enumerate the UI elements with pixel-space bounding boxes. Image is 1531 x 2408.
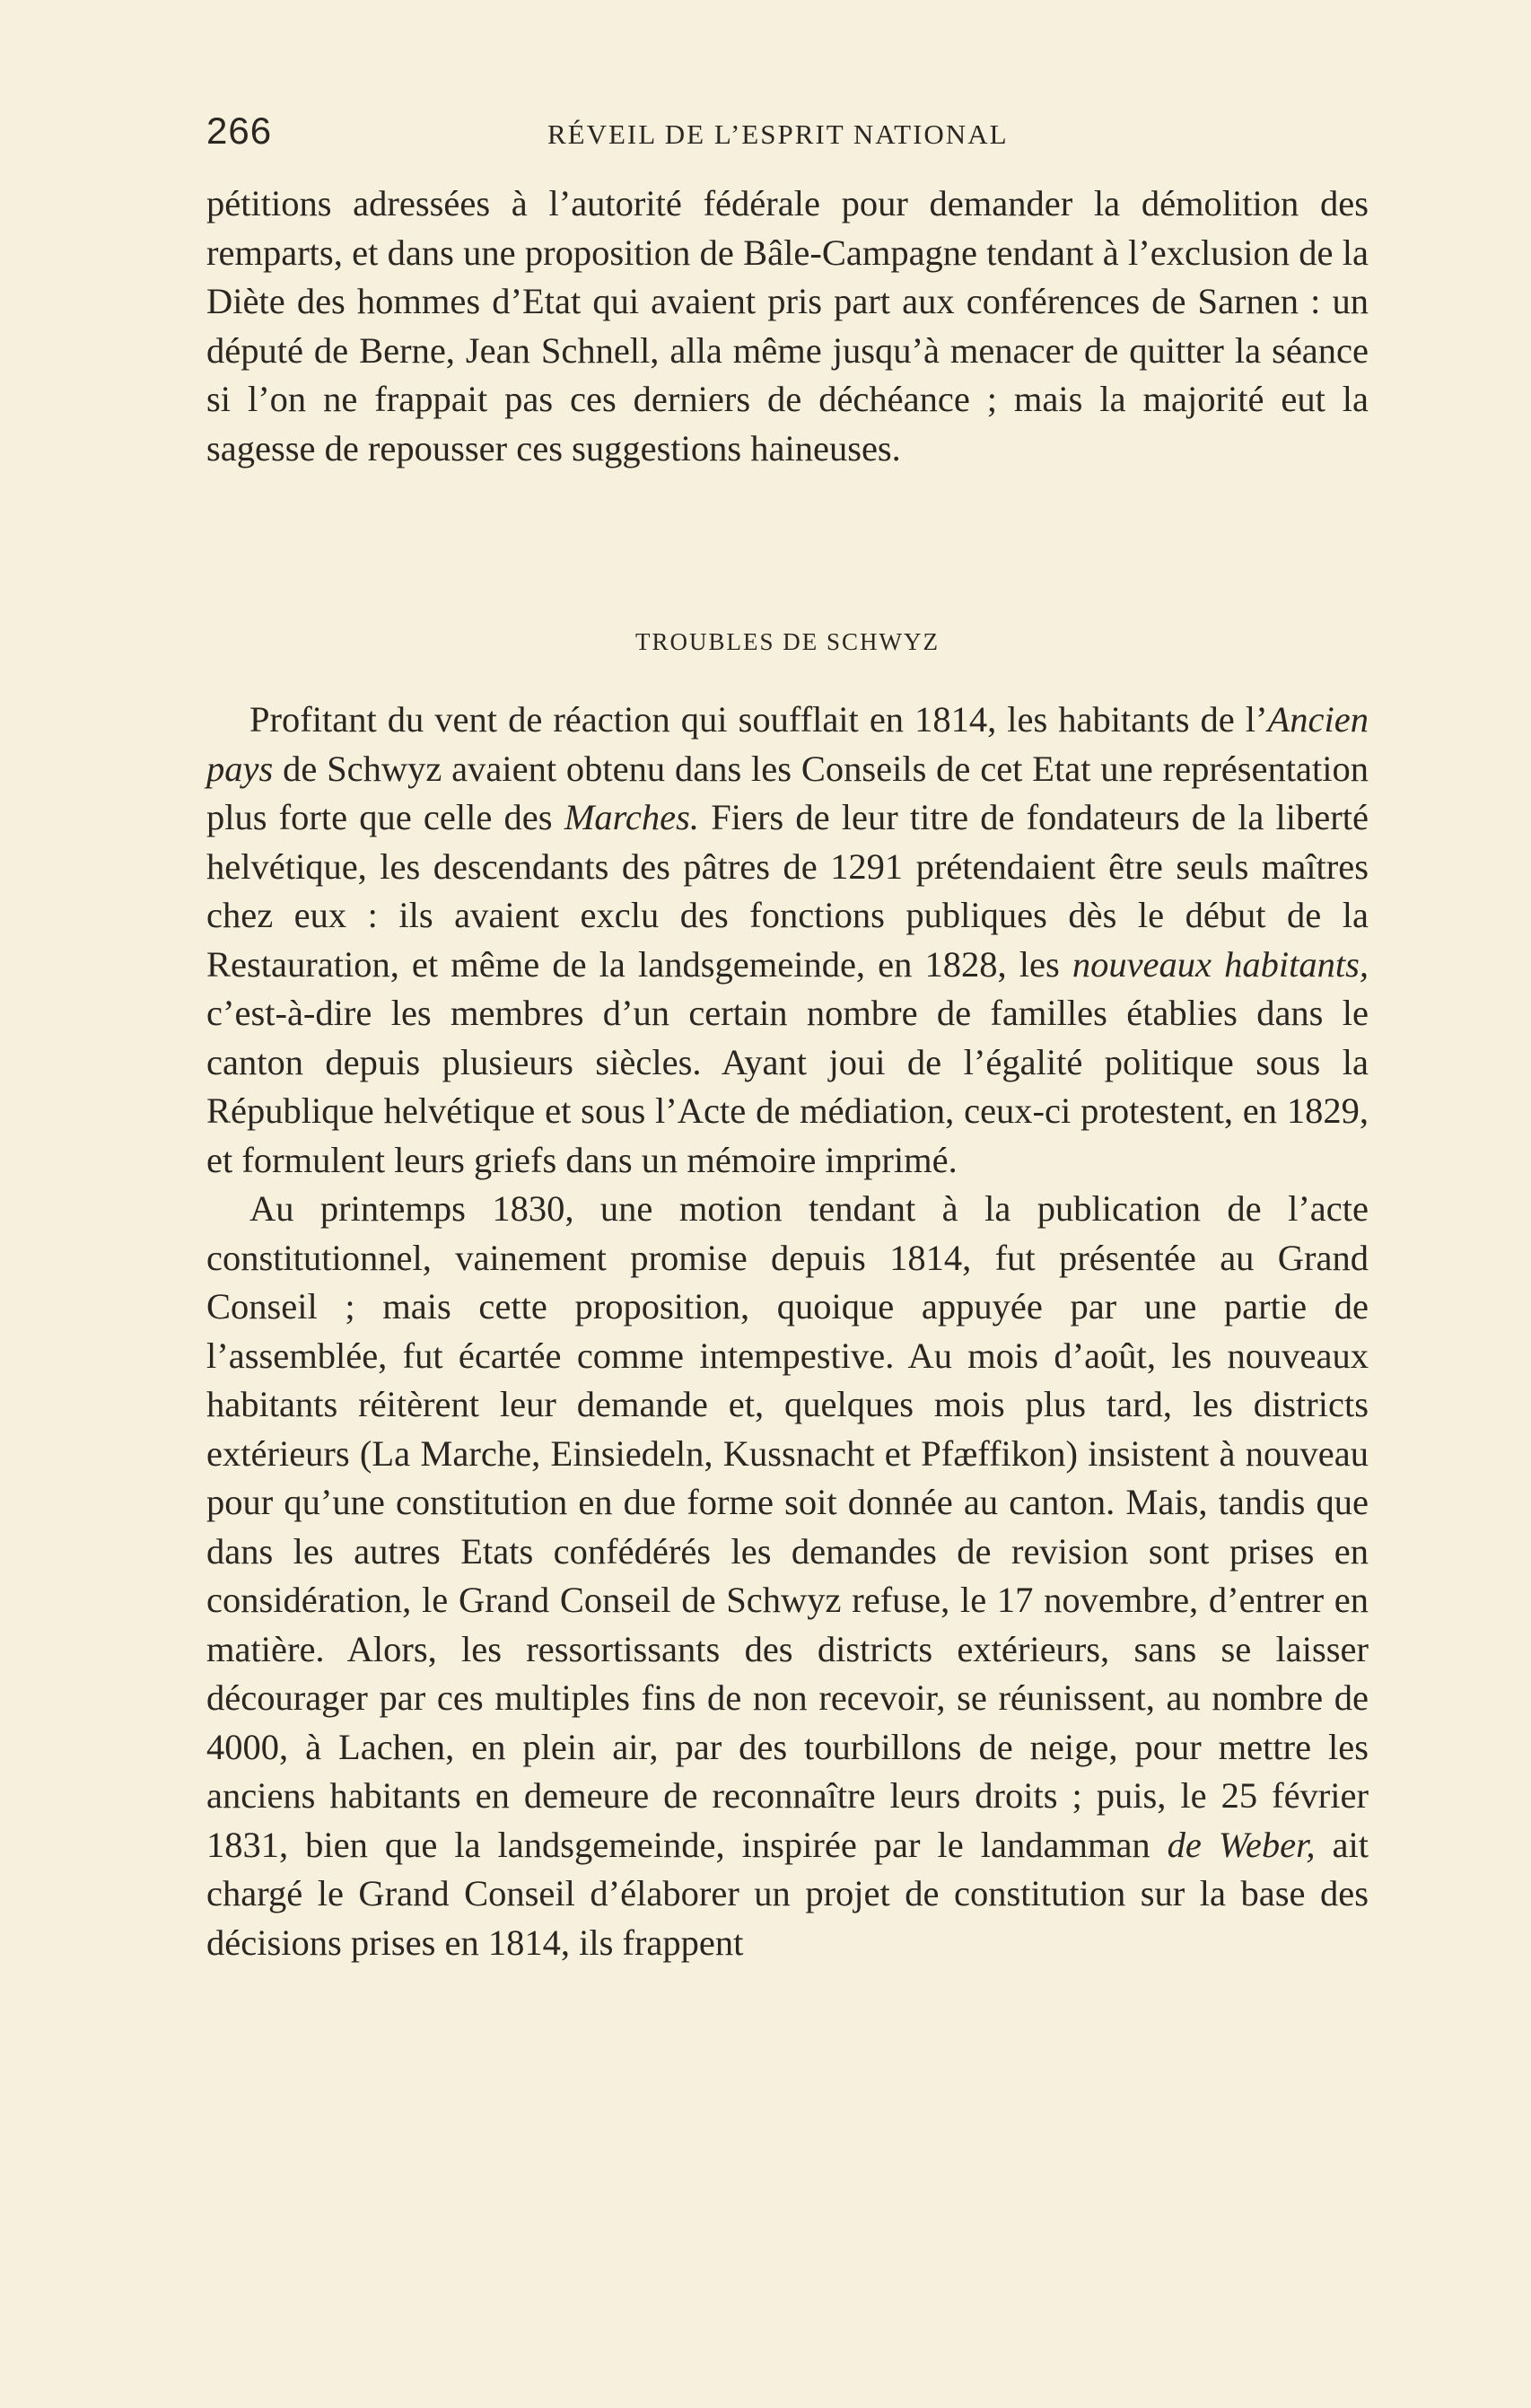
paragraph-2-text-b: ait chargé le Grand Conseil d’élaborer un projet de constitution sur la base des décisions prises en 1814, ils frappent	[206, 1824, 1369, 1963]
paragraph-2-italic-de-weber: de Weber,	[1167, 1824, 1316, 1865]
running-title: RÉVEIL DE L’ESPRIT NATIONAL	[547, 118, 1009, 150]
page-number: 266	[206, 109, 273, 152]
paragraph-1-text-c: Fiers de leur titre de fondateurs de la liberté helvétique, les descendants des pâtres de 1291 prétendaient être seuls maîtres chez eux : ils avaient exclu des fonctions publiques dès le début de la Restauration, et même de la landsgemeinde, en 1828, les	[206, 797, 1369, 985]
main-text-block	[206, 696, 1369, 1967]
paragraph-1	[206, 696, 1369, 1185]
section-heading: TROUBLES DE SCHWYZ	[635, 628, 940, 655]
paragraph-2	[206, 1185, 1369, 1967]
paragraph-1-text-a: Profitant du vent de réaction qui soufflait en 1814, les habitants de l’	[249, 699, 1268, 740]
paragraph-1-text-d: c’est-à-dire les membres d’un certain nombre de familles établies dans le canton depuis plusieurs siècles. Ayant joui de l’égalité politique sous la République helvétique et sous l’Acte de médiation, ceux-ci protestent, en 1829, et formulent leurs griefs dans un mémoire imprimé.	[206, 993, 1369, 1180]
paragraph-1-italic-marches: Marches.	[564, 797, 700, 837]
intro-text-block	[206, 180, 1369, 473]
paragraph-1-text-b: de Schwyz avaient obtenu dans les Conseils de cet Etat une représentation plus forte que celle des	[206, 748, 1369, 837]
paragraph-1-italic-nouveaux-habitants: nouveaux habitants,	[1072, 943, 1369, 985]
intro-paragraph: pétitions adressées à l’autorité fédérale pour demander la démolition des remparts, et dans une proposition de Bâle-Campagne tendant à l’exclusion de la Diète des hommes d’Etat qui avaient pris part aux conférences de Sarnen : un député de Berne, Jean Schnell, alla même jusqu’à menacer de quitter la séance si l’on ne frappait pas ces derniers de déchéance ; mais la majorité eut la sagesse de repousser ces suggestions haineuses.	[206, 183, 1369, 468]
paragraph-1-italic-ancien-pays: Ancien pays	[206, 699, 1369, 789]
running-header	[206, 109, 1373, 163]
paragraph-2-text-a: Au printemps 1830, une motion tendant à la publication de l’acte constitutionnel, vainement promise depuis 1814, fut présentée au Grand Conseil ; mais cette proposition, quoique appuyée par une partie de l’assemblée, fut écartée comme intempestive. Au mois d’août, les nouveaux habitants réitèrent leur demande et, quelques mois plus tard, les districts extérieurs (La Marche, Einsiedeln, Kussnacht et Pfæffikon) insistent à nouveau pour qu’une constitution en due forme soit donnée au canton. Mais, tandis que dans les autres Etats confédérés les demandes de revision sont prises en considération, le Grand Conseil de Schwyz refuse, le 17 novembre, d’entrer en matière. Alors, les ressortissants des districts extérieurs, sans se laisser décourager par ces multiples fins de non recevoir, se réunissent, au nombre de 4000, à Lachen, en plein air, par des tourbillons de neige, pour mettre les anciens habitants en demeure de reconnaître leurs droits ; puis, le 25 février 1831, bien que la landsgemeinde, inspirée par le landamman	[206, 1188, 1369, 1865]
